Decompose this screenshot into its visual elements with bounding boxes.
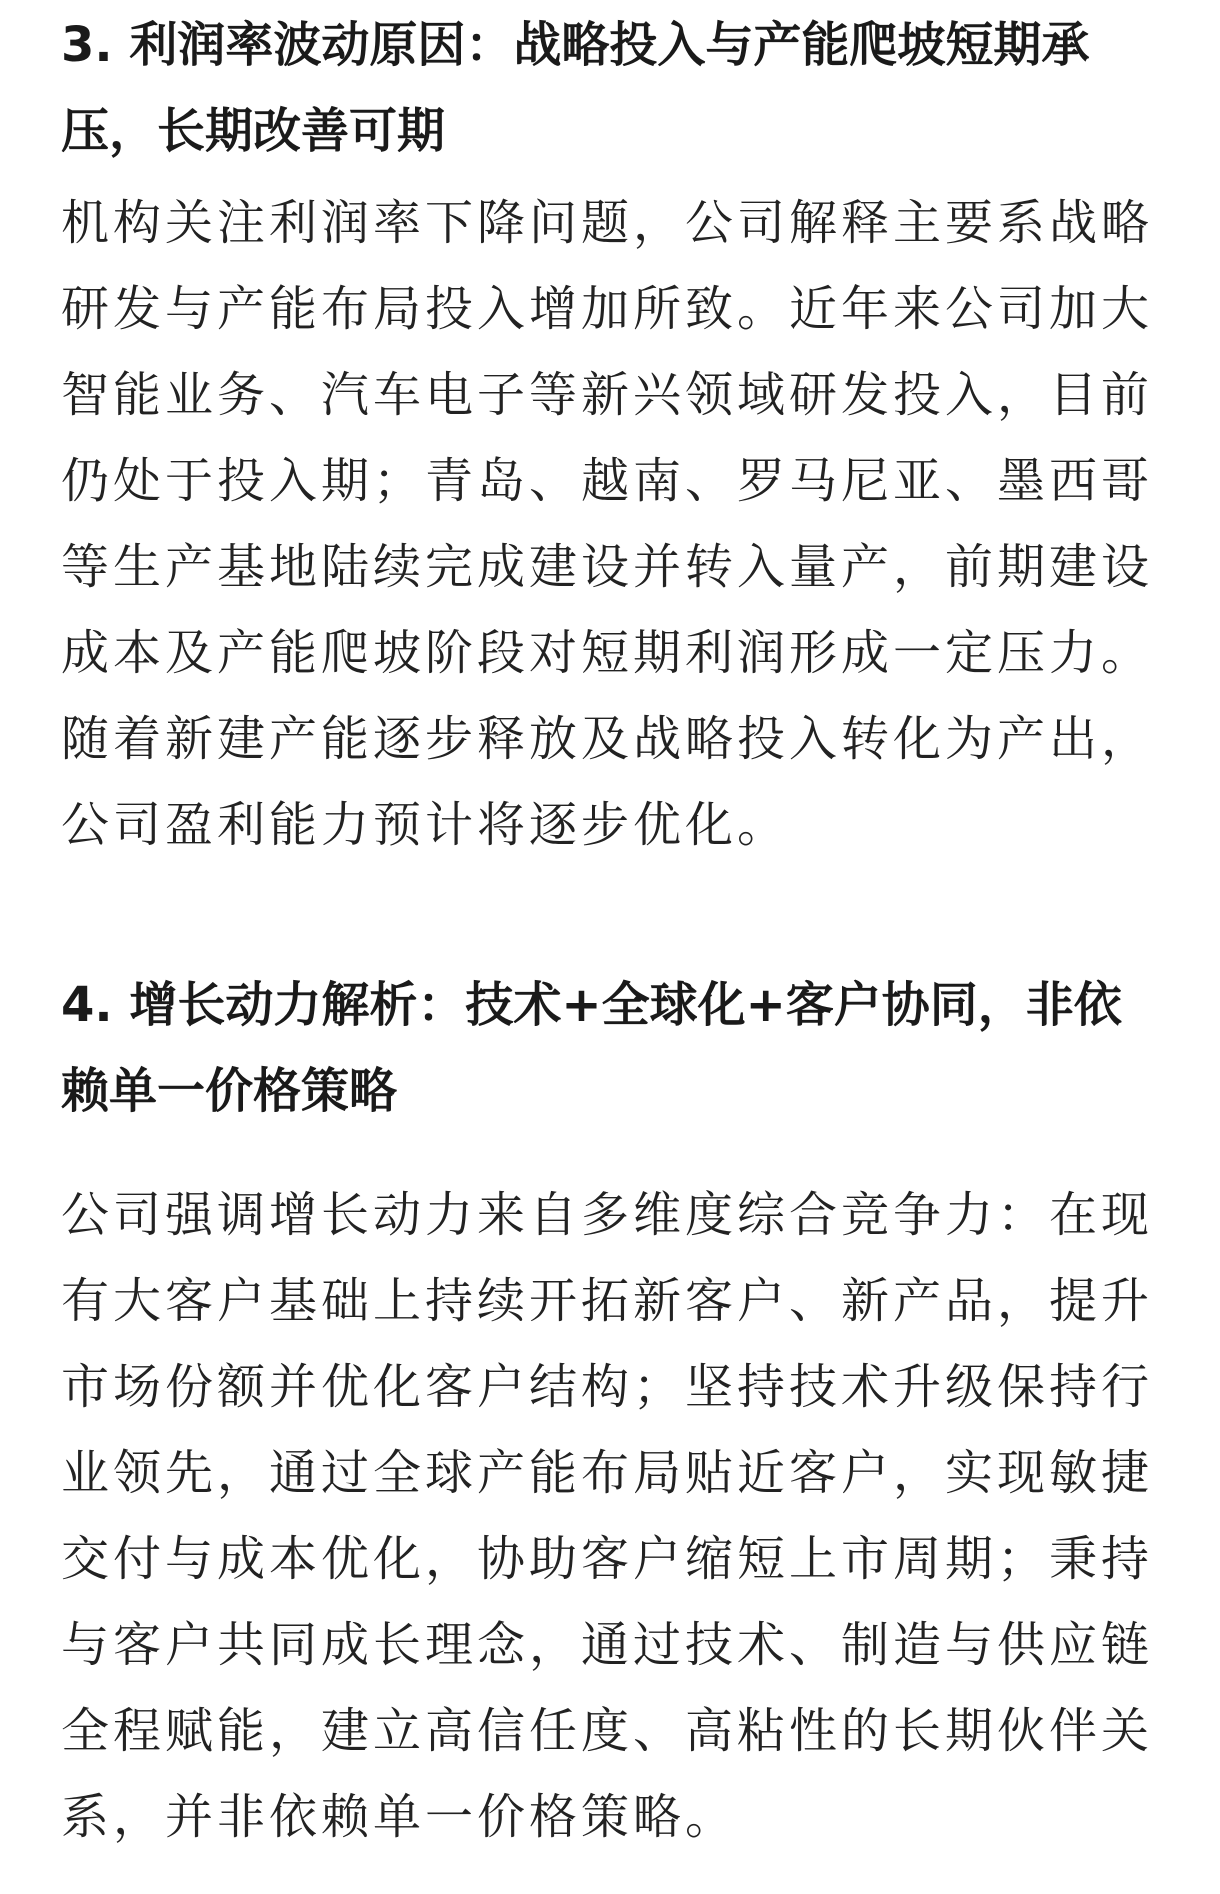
section-4-heading	[61, 962, 1161, 1134]
section-4-paragraph	[61, 1172, 1161, 1860]
paragraph-line: 市场份额并优化客户结构；坚持技术升级保持行	[61, 1359, 1154, 1415]
paragraph-line: 智能业务、汽车电子等新兴领域研发投入，目前	[61, 367, 1154, 423]
section-3-paragraph	[61, 180, 1161, 868]
paragraph-line: 有大客户基础上持续开拓新客户、新产品，提升	[61, 1273, 1154, 1329]
paragraph-line: 研发与产能布局投入增加所致。近年来公司加大	[61, 281, 1154, 337]
heading-line: 压，长期改善可期	[61, 103, 446, 159]
paragraph-line: 交付与成本优化，协助客户缩短上市周期；秉持	[61, 1531, 1154, 1587]
heading-line: 赖单一价格策略	[61, 1063, 398, 1119]
paragraph-line: 系，并非依赖单一价格策略。	[61, 1789, 738, 1845]
paragraph-line: 公司盈利能力预计将逐步优化。	[61, 797, 790, 853]
paragraph-line: 业领先，通过全球产能布局贴近客户，实现敏捷	[61, 1445, 1154, 1501]
heading-line: 3. 利润率波动原因：战略投入与产能爬坡短期承	[61, 17, 1090, 73]
paragraph-line: 公司强调增长动力来自多维度综合竞争力：在现	[61, 1187, 1154, 1243]
paragraph-line: 机构关注利润率下降问题，公司解释主要系战略	[61, 195, 1154, 251]
paragraph-line: 与客户共同成长理念，通过技术、制造与供应链	[61, 1617, 1154, 1673]
paragraph-line: 仍处于投入期；青岛、越南、罗马尼亚、墨西哥	[61, 453, 1154, 509]
heading-line: 4. 增长动力解析：技术+全球化+客户协同，非依	[61, 977, 1122, 1033]
paragraph-line: 等生产基地陆续完成建设并转入量产，前期建设	[61, 539, 1154, 595]
paragraph-line: 随着新建产能逐步释放及战略投入转化为产出，	[61, 711, 1154, 767]
paragraph-line: 成本及产能爬坡阶段对短期利润形成一定压力。	[61, 625, 1154, 681]
paragraph-line: 全程赋能，建立高信任度、高粘性的长期伙伴关	[61, 1703, 1154, 1759]
section-3-heading	[61, 2, 1161, 174]
